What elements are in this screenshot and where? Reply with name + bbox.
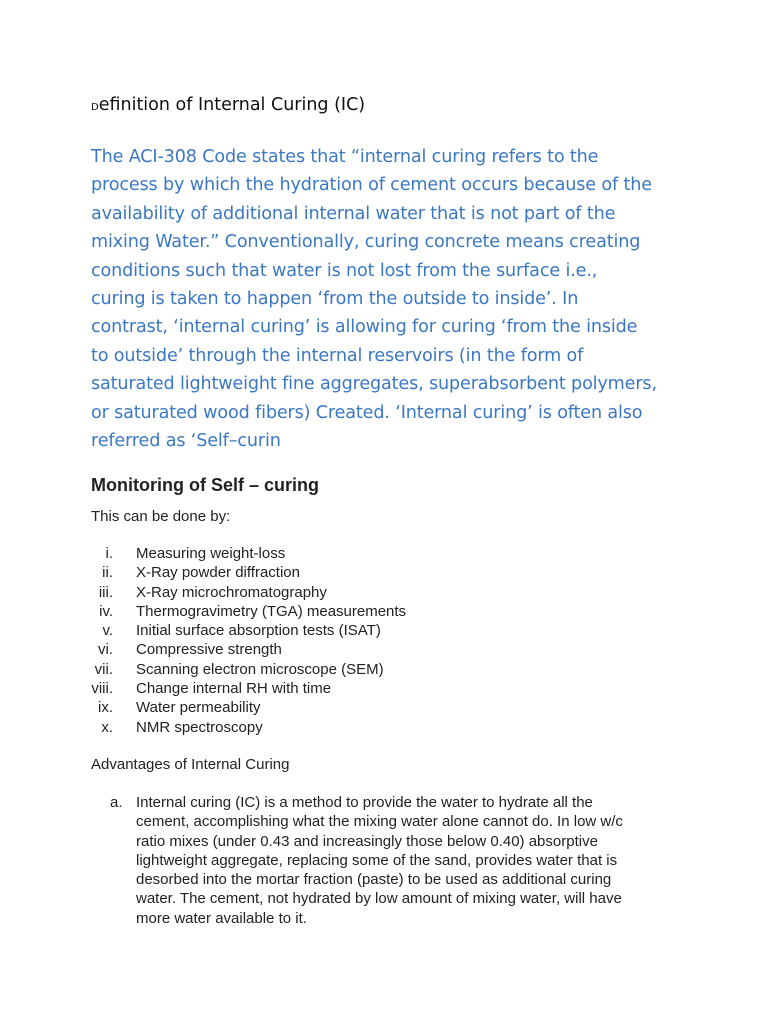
document-title [91,95,365,115]
advantages-heading: Advantages of Internal Curing [91,756,290,773]
advantage-paragraph [136,793,676,928]
list-number: v. [102,622,113,640]
list-item-text: Change internal RH with time [136,680,332,698]
paragraph-line: Internal curing (IC) is a method to provide the water to hydrate all the [136,794,593,811]
list-number: iv. [99,602,113,620]
list-number: vii. [94,660,113,678]
quote-line: process by which the hydration of cement occurs because of the [91,175,652,196]
quote-line: The ACI-308 Code states that “internal curing refers to the [91,147,599,167]
quote-line: contrast, ‘internal curing’ is allowing for curing ‘from the inside [91,317,638,338]
list-item [80,544,500,563]
list-number: viii. [91,680,113,698]
list-item-text: Thermogravimetry (TGA) measurements [136,602,407,620]
list-item [80,679,500,698]
quote-line: mixing Water.” Conventionally, curing concrete means creating [91,232,641,253]
list-item-text: NMR spectroscopy [136,718,263,736]
list-item-text: X-Ray microchromatography [136,583,327,601]
list-number: vi. [98,641,113,659]
list-number: i. [105,545,113,562]
title-text: efinition of Internal Curing (IC) [98,95,366,115]
list-item [80,640,500,659]
quote-line: to outside’ through the internal reservoirs (in the form of [91,345,584,366]
quote-line: curing is taken to happen ‘from the outside to inside’. In [91,289,579,310]
list-number: x. [101,718,113,736]
list-item-text: Initial surface absorption tests (ISAT) [136,622,381,640]
list-item-text: Compressive strength [136,641,282,659]
aci-quote-paragraph [91,143,731,455]
list-item [80,698,500,717]
quote-line: or saturated wood fibers) Created. ‘Internal curing’ is often also [91,402,643,423]
paragraph-line: cement, accomplishing what the mixing water alone cannot do. In low w/c [136,813,623,831]
title-prefix: D [91,102,99,113]
list-item [80,718,500,737]
monitoring-heading: Monitoring of Self – curing [91,475,319,495]
quote-line: referred as ‘Self–curin [91,431,281,452]
monitoring-intro: This can be done by: [91,508,231,525]
list-item [80,583,500,602]
paragraph-line: ratio mixes (under 0.43 and increasingly those below 0.40) absorptive [136,832,598,850]
paragraph-line: desorbed into the mortar fraction (paste) to be used as additional curing [136,871,612,889]
paragraph-line: water. The cement, not hydrated by low amount of mixing water, will have [136,890,622,908]
quote-line: availability of additional internal water that is not part of the [91,203,616,224]
list-marker: a. [110,794,123,811]
list-item [80,621,500,640]
quote-line: conditions such that water is not lost from the surface i.e., [91,260,598,281]
list-item [80,660,500,679]
paragraph-line: more water available to it. [136,909,307,927]
monitoring-methods-list [80,544,500,737]
paragraph-line: lightweight aggregate, replacing some of the sand, provides water that is [136,851,618,869]
list-number: ix. [98,699,113,717]
list-item-text: X-Ray powder diffraction [136,564,300,582]
quote-line: saturated lightweight fine aggregates, superabsorbent polymers, [91,374,657,395]
list-item-text: Scanning electron microscope (SEM) [136,660,384,678]
list-number: ii. [102,564,113,582]
list-number: iii. [98,583,113,601]
list-item [80,563,500,582]
list-item-text: Measuring weight-loss [136,545,286,562]
list-item-text: Water permeability [136,699,261,717]
list-item [80,602,500,621]
